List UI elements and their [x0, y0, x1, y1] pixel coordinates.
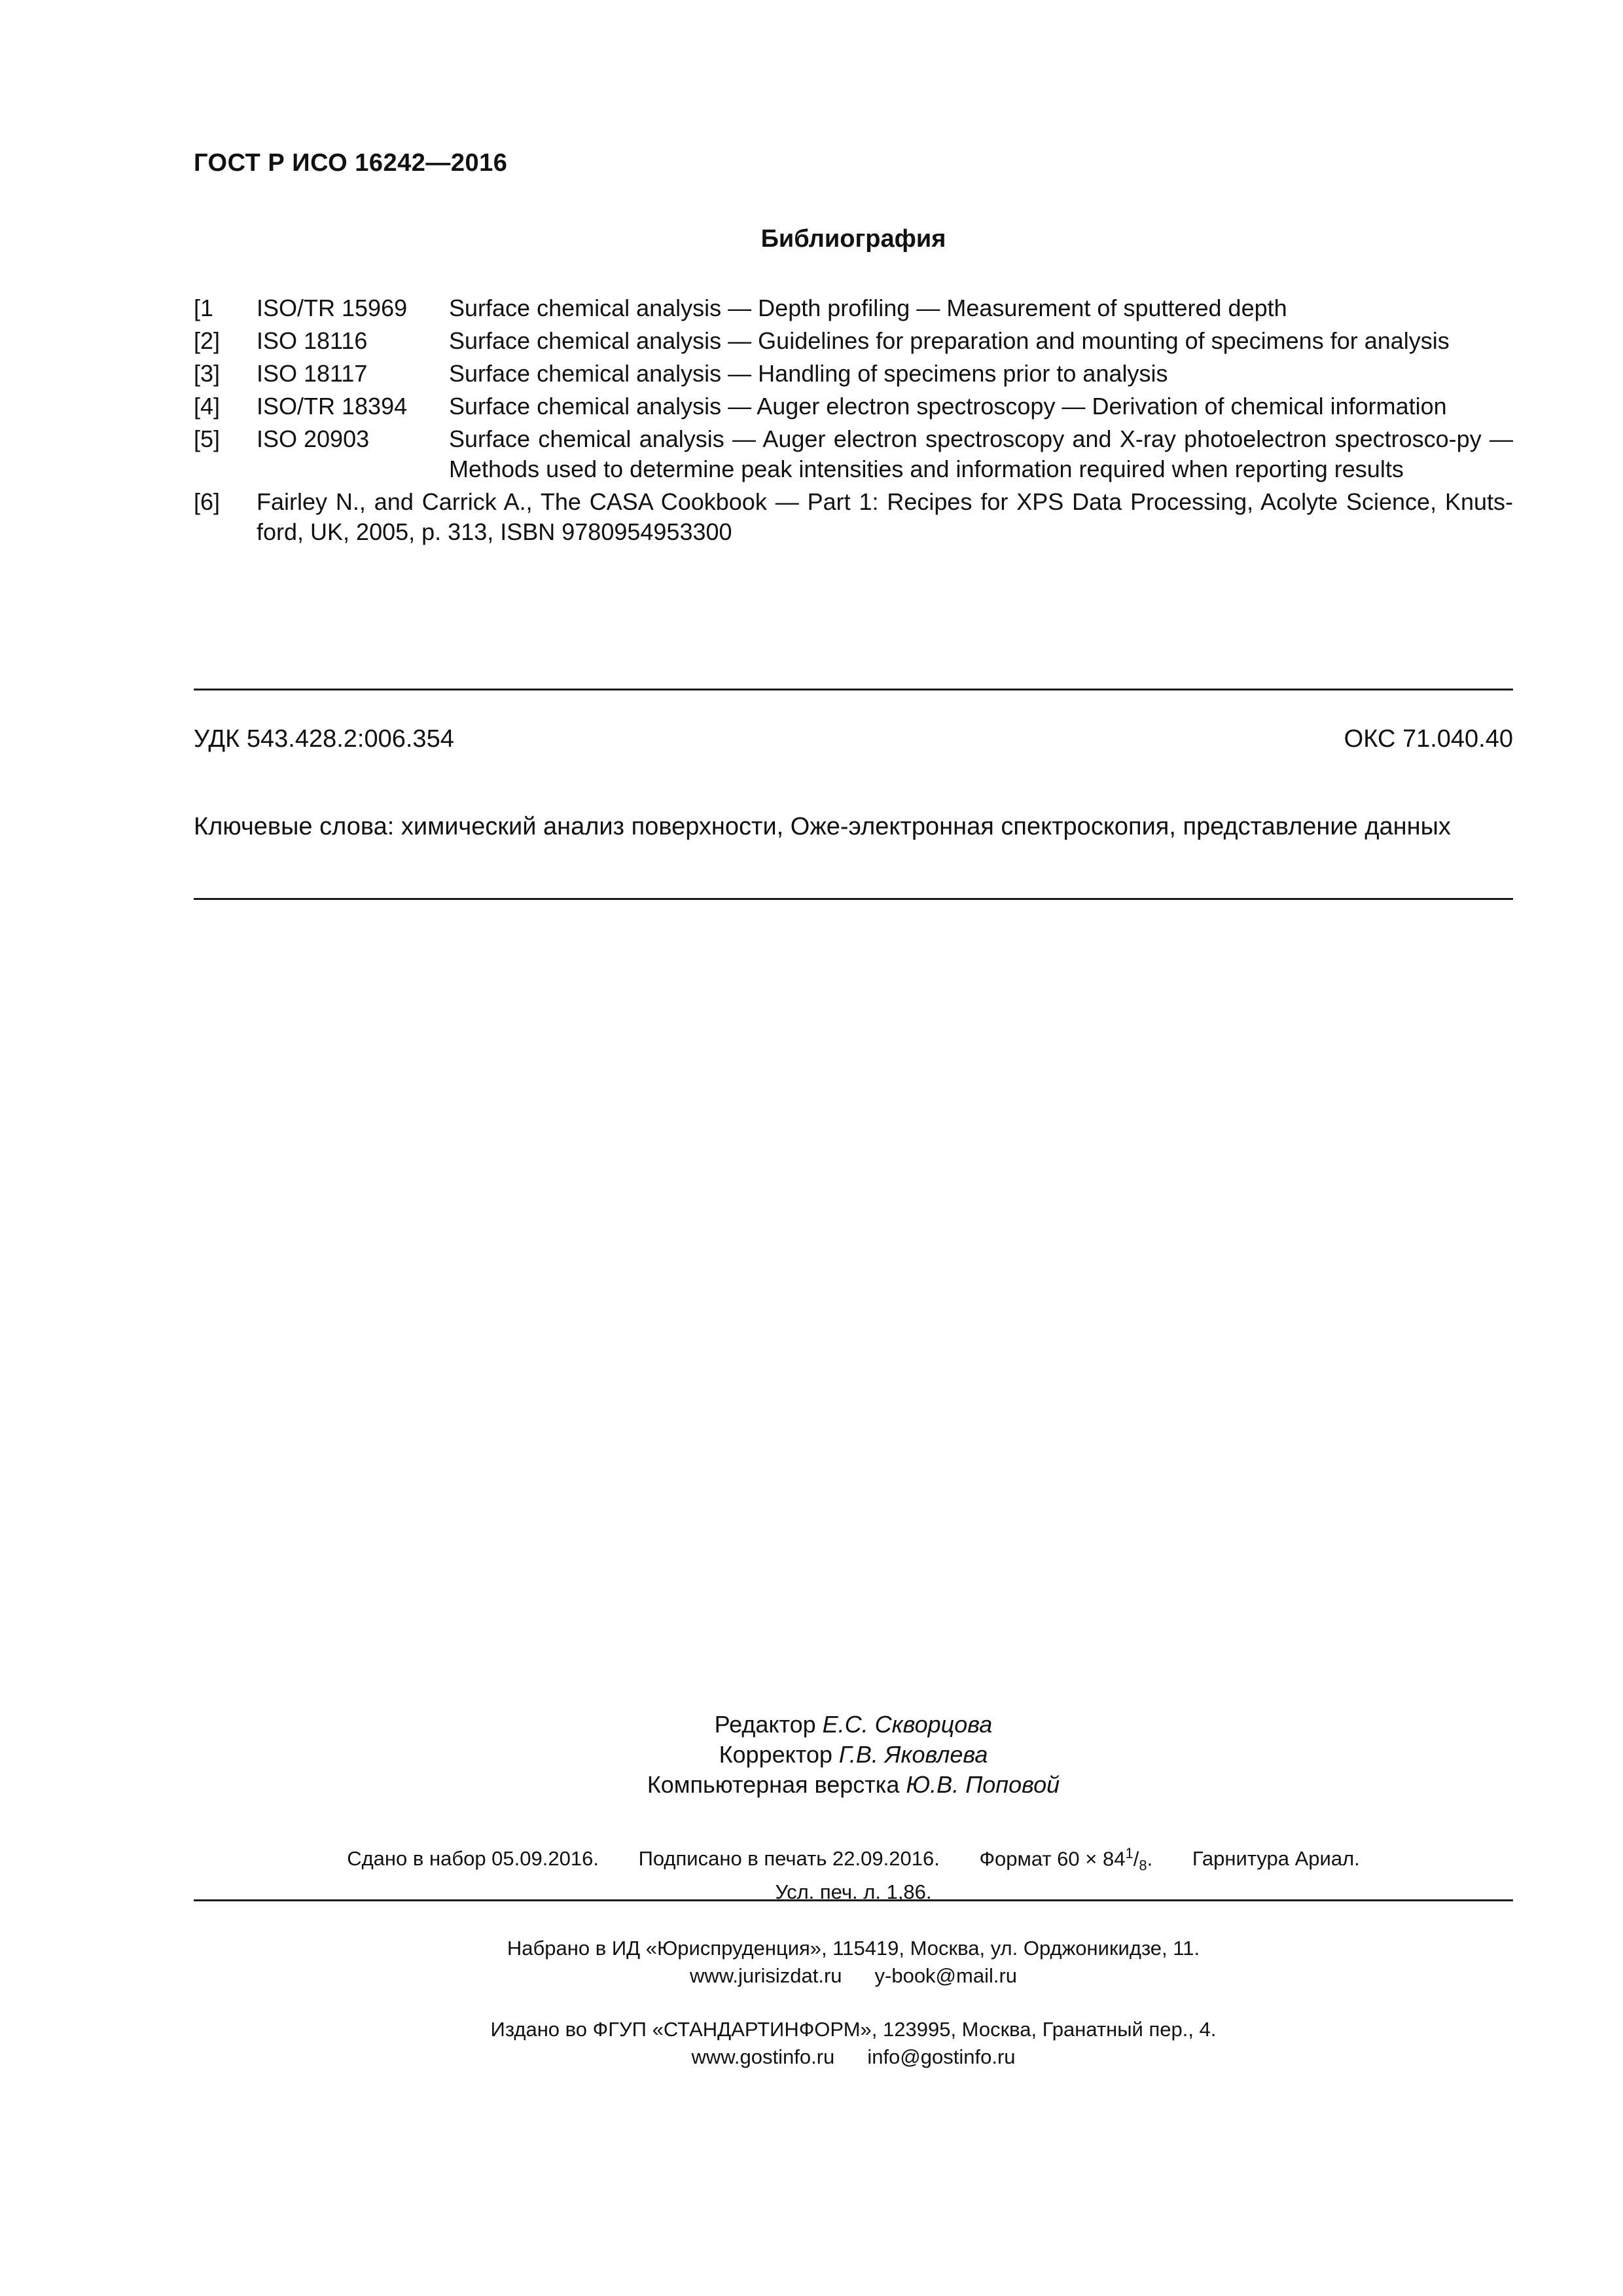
bibliography-entry: [194, 359, 1513, 389]
published-info: Издано во ФГУП «СТАНДАРТИНФОРМ», 123995, Москва, Гранатный пер., 4.: [490, 2018, 1217, 2041]
udk-code: УДК 543.428.2:006.354: [194, 725, 454, 753]
ref-code: ISO 18116: [257, 327, 368, 354]
divider-bottom: [194, 1899, 1513, 1901]
ref-number: [1: [194, 295, 214, 321]
divider-keywords: [194, 898, 1513, 900]
bibliography-entry: [194, 487, 1513, 547]
print-info: [194, 1840, 1513, 1905]
document-id-header: ГОСТ Р ИСО 16242—2016: [194, 149, 508, 177]
bibliography-entry: [194, 424, 1513, 484]
ref-code: ISO/TR 18394: [257, 393, 408, 420]
published-email: info@gostinfo.ru: [867, 2045, 1016, 2068]
typeset-email: y-book@mail.ru: [874, 1964, 1018, 1987]
ref-code: ISO 20903: [257, 425, 370, 452]
ref-text: Surface chemical analysis — Auger electron spectroscopy and X-ray photoelectron spectrosco-py — Methods used to determine peak intensities and information required when reporting results: [449, 425, 1513, 482]
print-info-line: [194, 1840, 1513, 1879]
editor-credit: [194, 1710, 1513, 1740]
bibliography-entry: [194, 293, 1513, 323]
format-sup: 1: [1125, 1845, 1133, 1861]
corrector-credit: [194, 1740, 1513, 1770]
layout-role: Компьютерная верстка: [647, 1771, 900, 1798]
typeset-info: Набрано в ИД «Юриспруденция», 115419, Москва, ул. Орджоникидзе, 11.: [507, 1937, 1200, 1960]
ref-code: ISO 18117: [257, 360, 368, 387]
signed-date: Подписано в печать 22.09.2016.: [638, 1847, 940, 1871]
typeset-contacts: [194, 1962, 1513, 1990]
editor-role: Редактор: [714, 1711, 816, 1738]
bibliography-entry: [194, 391, 1513, 422]
bibliography-list: [194, 293, 1513, 550]
typeset-site: www.jurisizdat.ru: [689, 1964, 842, 1987]
keywords: Ключевые слова: химический анализ поверхности, Оже-электронная спектроскопия, представление данных: [194, 813, 1451, 840]
ref-number: [5]: [194, 425, 221, 452]
sheets-count: Усл. печ. л. 1,86.: [775, 1880, 932, 1903]
publisher-block: [194, 1935, 1513, 2071]
ref-number: [4]: [194, 393, 221, 420]
layout-name: Ю.В. Поповой: [906, 1771, 1060, 1798]
corrector-name: Г.В. Яковлева: [838, 1741, 988, 1768]
ref-code: ISO/TR 15969: [257, 295, 408, 321]
typeface: Гарнитура Ариал.: [1192, 1847, 1360, 1871]
submitted-date: Сдано в набор 05.09.2016.: [347, 1847, 599, 1871]
divider-top: [194, 689, 1513, 691]
format-sub: 8: [1139, 1857, 1147, 1874]
corrector-role: Корректор: [719, 1741, 832, 1768]
ref-number: [6]: [194, 488, 221, 515]
ref-number: [2]: [194, 327, 221, 354]
layout-credit: [194, 1770, 1513, 1800]
ref-text: Surface chemical analysis — Depth profiling — Measurement of sputtered depth: [449, 295, 1287, 321]
ref-text: Surface chemical analysis — Guidelines for preparation and mounting of specimens for analysis: [449, 327, 1450, 354]
bibliography-entry: [194, 326, 1513, 356]
bibliography-title: Библиография: [760, 225, 946, 253]
ref-number: [3]: [194, 360, 221, 387]
ref-text: Surface chemical analysis — Handling of specimens prior to analysis: [449, 360, 1168, 387]
published-contacts: [194, 2043, 1513, 2071]
ref-text: Surface chemical analysis — Auger electron spectroscopy — Derivation of chemical information: [449, 393, 1447, 420]
format-prefix: Формат 60 × 84: [979, 1847, 1126, 1871]
paper-format: Формат $60 \times 84^1/_8$.: [979, 1845, 1153, 1874]
editor-name: Е.С. Скворцова: [822, 1711, 993, 1738]
credits-block: [194, 1710, 1513, 1800]
ref-text: Fairley N., and Carrick A., The CASA Cookbook — Part 1: Recipes for XPS Data Processing, Acolyte Science, Knuts-ford, UK, 2005, p. 313, ISBN 9780954953300: [257, 488, 1513, 545]
oks-code: ОКС 71.040.40: [1344, 725, 1513, 753]
published-site: www.gostinfo.ru: [691, 2045, 835, 2068]
